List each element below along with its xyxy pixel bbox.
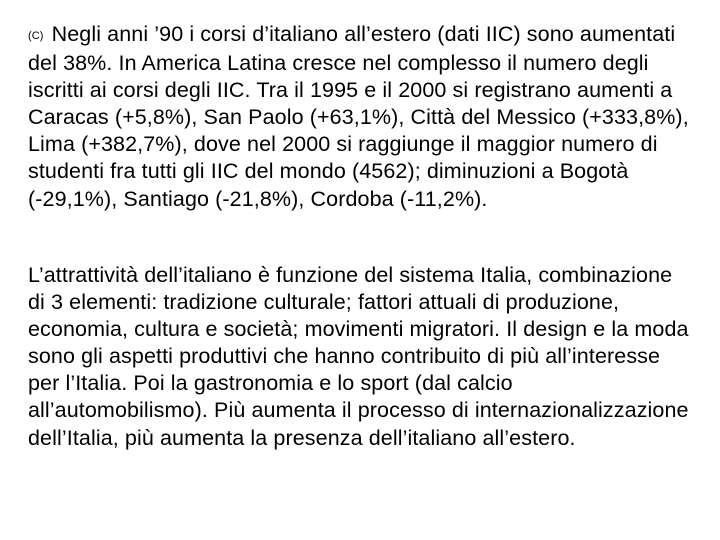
paragraph-italian-attractiveness <box>28 262 692 452</box>
paragraph-latin-america-courses <box>28 21 692 213</box>
paragraph-1-text: Negli anni ’90 i corsi d’italiano all’estero (dati IIC) sono aumentati del 38%. In America Latina cresce nel complesso il numero degli iscritti ai corsi degli IIC. Tra il 1995 e il 2000 si registrano aumenti a Caracas (+5,8%), San Paolo (+63,1%), Città del Messico (+333,8%), Lima (+382,7%), dove nel 2000 si raggiunge il maggior numero di studenti fra tutti gli IIC del mondo (4562); diminuzioni a Bogotà (-29,1%), Santiago (-21,8%), Cordoba (-11,2%). <box>28 22 689 211</box>
copyright-marker: (C) <box>28 30 44 42</box>
paragraph-2-text: L’attrattività dell’italiano è funzione del sistema Italia, combinazione di 3 elementi: tradizione culturale; fattori attuali di produzione, economia, cultura e società; movimenti migratori. Il design e la moda sono gli aspetti produttivi che hanno contribuito di più all’interesse per l’Italia. Poi la gastronomia e lo sport (dal calcio all’automobilismo). Più aumenta il processo di internazionalizzazione dell’Italia, più aumenta la presenza dell’italiano all’estero. <box>28 263 689 450</box>
